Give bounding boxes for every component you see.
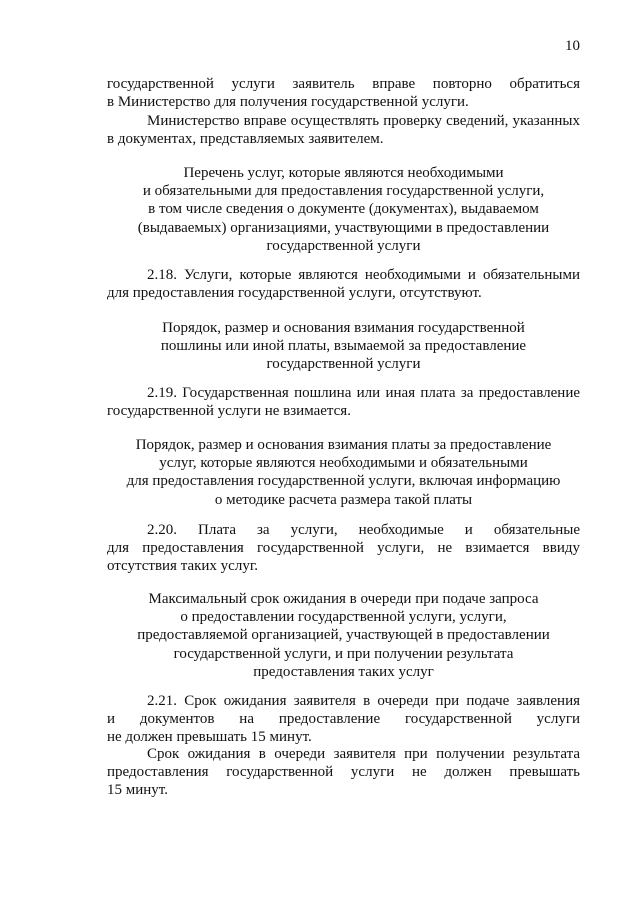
heading-line: предоставления таких услуг xyxy=(253,663,434,680)
heading-line: услуг, которые являются необходимыми и обязательными xyxy=(159,455,528,472)
heading-line: о методике расчета размера такой платы xyxy=(214,491,473,508)
section-heading-queue-waiting-time xyxy=(107,590,580,681)
heading-line: и обязательными для предоставления государственной услуги, xyxy=(142,183,545,200)
paragraph-2-18 xyxy=(107,266,580,302)
paragraph-line: не должен превышать 15 минут. xyxy=(107,729,312,746)
paragraph-line: Срок ожидания в очереди заявителя при получении результата xyxy=(147,746,580,762)
paragraph-line: государственной услуги не взимается. xyxy=(107,403,351,420)
paragraph-line: отсутствия таких услуг. xyxy=(107,558,259,575)
paragraph-line: и документов на предоставление государственной услуги xyxy=(107,711,580,728)
section-heading-fee-for-required-services xyxy=(107,436,580,509)
paragraph-2-21 xyxy=(107,692,580,747)
paragraph-line: 2.19. Государственная пошлина или иная плата за предоставление xyxy=(147,385,580,401)
paragraph-line: в документах, представляемых заявителем. xyxy=(107,131,384,148)
paragraph-continuation xyxy=(107,75,580,111)
section-heading-state-fee xyxy=(107,319,580,374)
paragraph-ministry-verification xyxy=(107,112,580,148)
paragraph-line: 2.18. Услуги, которые являются необходимыми и обязательными xyxy=(147,267,580,283)
paragraph-line: предоставления государственной услуги не должен превышать xyxy=(107,764,580,781)
heading-line: государственной услуги xyxy=(266,237,421,254)
heading-line: предоставляемой организацией, участвующей в предоставлении xyxy=(137,627,550,644)
paragraph-line: Министерство вправе осуществлять проверку сведений, указанных xyxy=(147,113,580,129)
heading-line: Максимальный срок ожидания в очереди при подаче запроса xyxy=(148,591,539,607)
heading-line: Порядок, размер и основания взимания государственной xyxy=(162,320,525,336)
paragraph-2-20 xyxy=(107,521,580,576)
paragraph-result-waiting-time xyxy=(107,745,580,800)
paragraph-line: 2.21. Срок ожидания заявителя в очереди при подаче заявления xyxy=(147,693,580,709)
paragraph-2-19 xyxy=(107,384,580,420)
paragraph-line: для предоставления государственной услуги, не взимается ввиду xyxy=(107,540,580,557)
paragraph-line: для предоставления государственной услуги, отсутствуют. xyxy=(107,285,482,302)
section-heading-required-services xyxy=(107,164,580,255)
heading-line: государственной услуги xyxy=(266,356,421,373)
paragraph-line: в Министерство для получения государственной услуги. xyxy=(107,94,469,111)
heading-line: пошлины или иной платы, взымаемой за предоставление xyxy=(160,338,527,355)
page-number: 10 xyxy=(565,38,580,54)
paragraph-line: государственной услуги заявитель вправе повторно обратиться xyxy=(107,76,580,92)
heading-line: (выдаваемых) организациями, участвующими в предоставлении xyxy=(137,219,550,236)
paragraph-line: 15 минут. xyxy=(107,782,168,799)
heading-line: о предоставлении государственной услуги, услуги, xyxy=(180,609,507,626)
paragraph-line: 2.20. Плата за услуги, необходимые и обязательные xyxy=(147,522,580,538)
heading-line: в том числе сведения о документе (документах), выдаваемом xyxy=(148,201,539,218)
heading-line: государственной услуги, и при получении результата xyxy=(173,645,514,662)
heading-line: для предоставления государственной услуги, включая информацию xyxy=(126,473,561,490)
heading-line: Порядок, размер и основания взимания платы за предоставление xyxy=(135,437,552,453)
heading-line: Перечень услуг, которые являются необходимыми xyxy=(183,165,504,181)
